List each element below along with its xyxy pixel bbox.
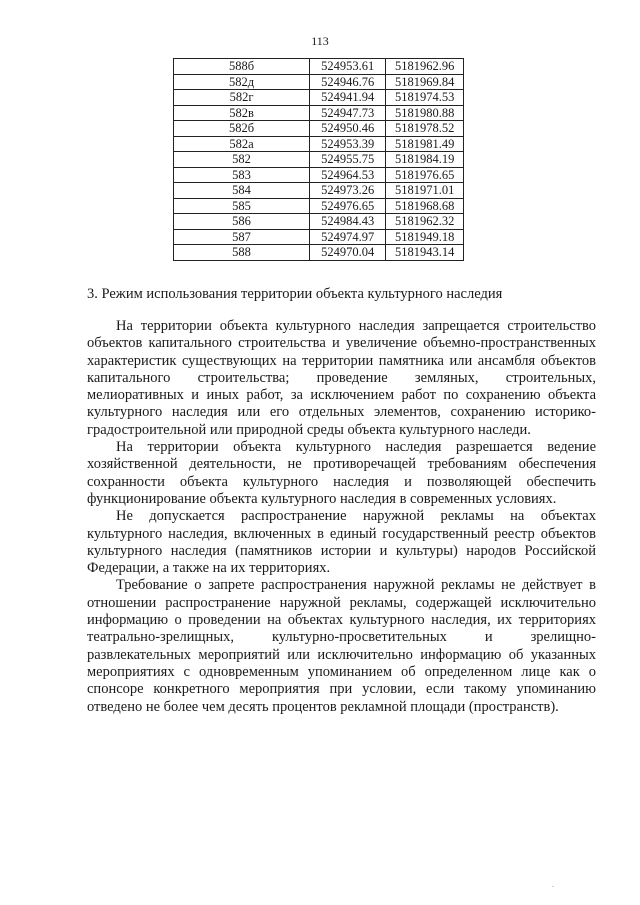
table-row — [174, 136, 464, 152]
x-coordinate-cell: 524953.61 — [310, 59, 386, 75]
y-coordinate-cell: 5181943.14 — [386, 245, 464, 261]
coordinates-table — [173, 58, 464, 261]
y-coordinate-cell: 5181969.84 — [386, 74, 464, 90]
x-coordinate-cell: 524941.94 — [310, 90, 386, 106]
table-row — [174, 74, 464, 90]
x-coordinate-cell: 524950.46 — [310, 121, 386, 137]
y-coordinate-cell: 5181976.65 — [386, 167, 464, 183]
point-id-cell: 588б — [174, 59, 310, 75]
point-id-cell: 584 — [174, 183, 310, 199]
point-id-cell: 585 — [174, 198, 310, 214]
x-coordinate-cell: 524964.53 — [310, 167, 386, 183]
corner-mark: . — [552, 880, 554, 889]
paragraph-advertising-ban: Не допускается распространение наружной рекламы на объектах культурного наследия, включенных в единый государственный реестр объектов культурного наследия (памятников истории и культуры) народов Российской Федерации, а также на их территориях. — [87, 508, 596, 577]
x-coordinate-cell: 524984.43 — [310, 214, 386, 230]
x-coordinate-cell: 524947.73 — [310, 105, 386, 121]
table-row — [174, 198, 464, 214]
table-row — [174, 245, 464, 261]
y-coordinate-cell: 5181974.53 — [386, 90, 464, 106]
y-coordinate-cell: 5181980.88 — [386, 105, 464, 121]
table-row — [174, 90, 464, 106]
x-coordinate-cell: 524946.76 — [310, 74, 386, 90]
point-id-cell: 587 — [174, 229, 310, 245]
x-coordinate-cell: 524974.97 — [310, 229, 386, 245]
point-id-cell: 582д — [174, 74, 310, 90]
table-row — [174, 167, 464, 183]
y-coordinate-cell: 5181981.49 — [386, 136, 464, 152]
y-coordinate-cell: 5181968.68 — [386, 198, 464, 214]
paragraph-permission: На территории объекта культурного наследия разрешается ведение хозяйственной деятельности, не противоречащей требованиям обеспечения сохранности объекта культурного наследия и позволяющей обеспечить функционирование объекта культурного наследия в современных условиях. — [87, 439, 596, 507]
y-coordinate-cell: 5181949.18 — [386, 229, 464, 245]
table-row — [174, 214, 464, 230]
y-coordinate-cell: 5181971.01 — [386, 183, 464, 199]
paragraph-prohibition: На территории объекта культурного наследия запрещается строительство объектов капитального строительства и увеличение объемно-пространственных характеристик существующих на территории памятника или ансамбля объектов капитального строительства; проведение земляных, строительных, мелиоративных и иных работ, за исключением работ по сохранению объекта культурного наследия или его отдельных элементов, сохранению историко-градостроительной или природной среды объекта культурного наследи. — [87, 318, 596, 438]
x-coordinate-cell: 524955.75 — [310, 152, 386, 168]
x-coordinate-cell: 524973.26 — [310, 183, 386, 199]
table-row — [174, 121, 464, 137]
paragraph-advertising-exception: Требование о запрете распространения наружной рекламы не действует в отношении распространение наружной рекламы, содержащей исключительно информацию о проведении на объектах культурного наследия, их территориях театрально-зрелищных, культурно-просветительных и зрелищно-развлекательных мероприятий или исключительно информацию об указанных мероприятиях с одновременным упоминанием об определенном лице как о спонсоре конкретного мероприятия при условии, если такому упоминанию отведено не более чем десять процентов рекламной площади (пространств). — [87, 577, 596, 715]
point-id-cell: 582а — [174, 136, 310, 152]
point-id-cell: 582 — [174, 152, 310, 168]
x-coordinate-cell: 524970.04 — [310, 245, 386, 261]
section-body — [87, 318, 596, 716]
table-row — [174, 152, 464, 168]
table-row — [174, 183, 464, 199]
page-number: 113 — [311, 34, 329, 48]
point-id-cell: 582в — [174, 105, 310, 121]
point-id-cell: 586 — [174, 214, 310, 230]
point-id-cell: 582б — [174, 121, 310, 137]
table-row — [174, 105, 464, 121]
y-coordinate-cell: 5181978.52 — [386, 121, 464, 137]
y-coordinate-cell: 5181962.96 — [386, 59, 464, 75]
point-id-cell: 583 — [174, 167, 310, 183]
x-coordinate-cell: 524976.65 — [310, 198, 386, 214]
table-row — [174, 59, 464, 75]
section-heading: 3. Режим использования территории объекта культурного наследия — [87, 286, 503, 302]
point-id-cell: 588 — [174, 245, 310, 261]
y-coordinate-cell: 5181984.19 — [386, 152, 464, 168]
point-id-cell: 582г — [174, 90, 310, 106]
y-coordinate-cell: 5181962.32 — [386, 214, 464, 230]
x-coordinate-cell: 524953.39 — [310, 136, 386, 152]
table-row — [174, 229, 464, 245]
